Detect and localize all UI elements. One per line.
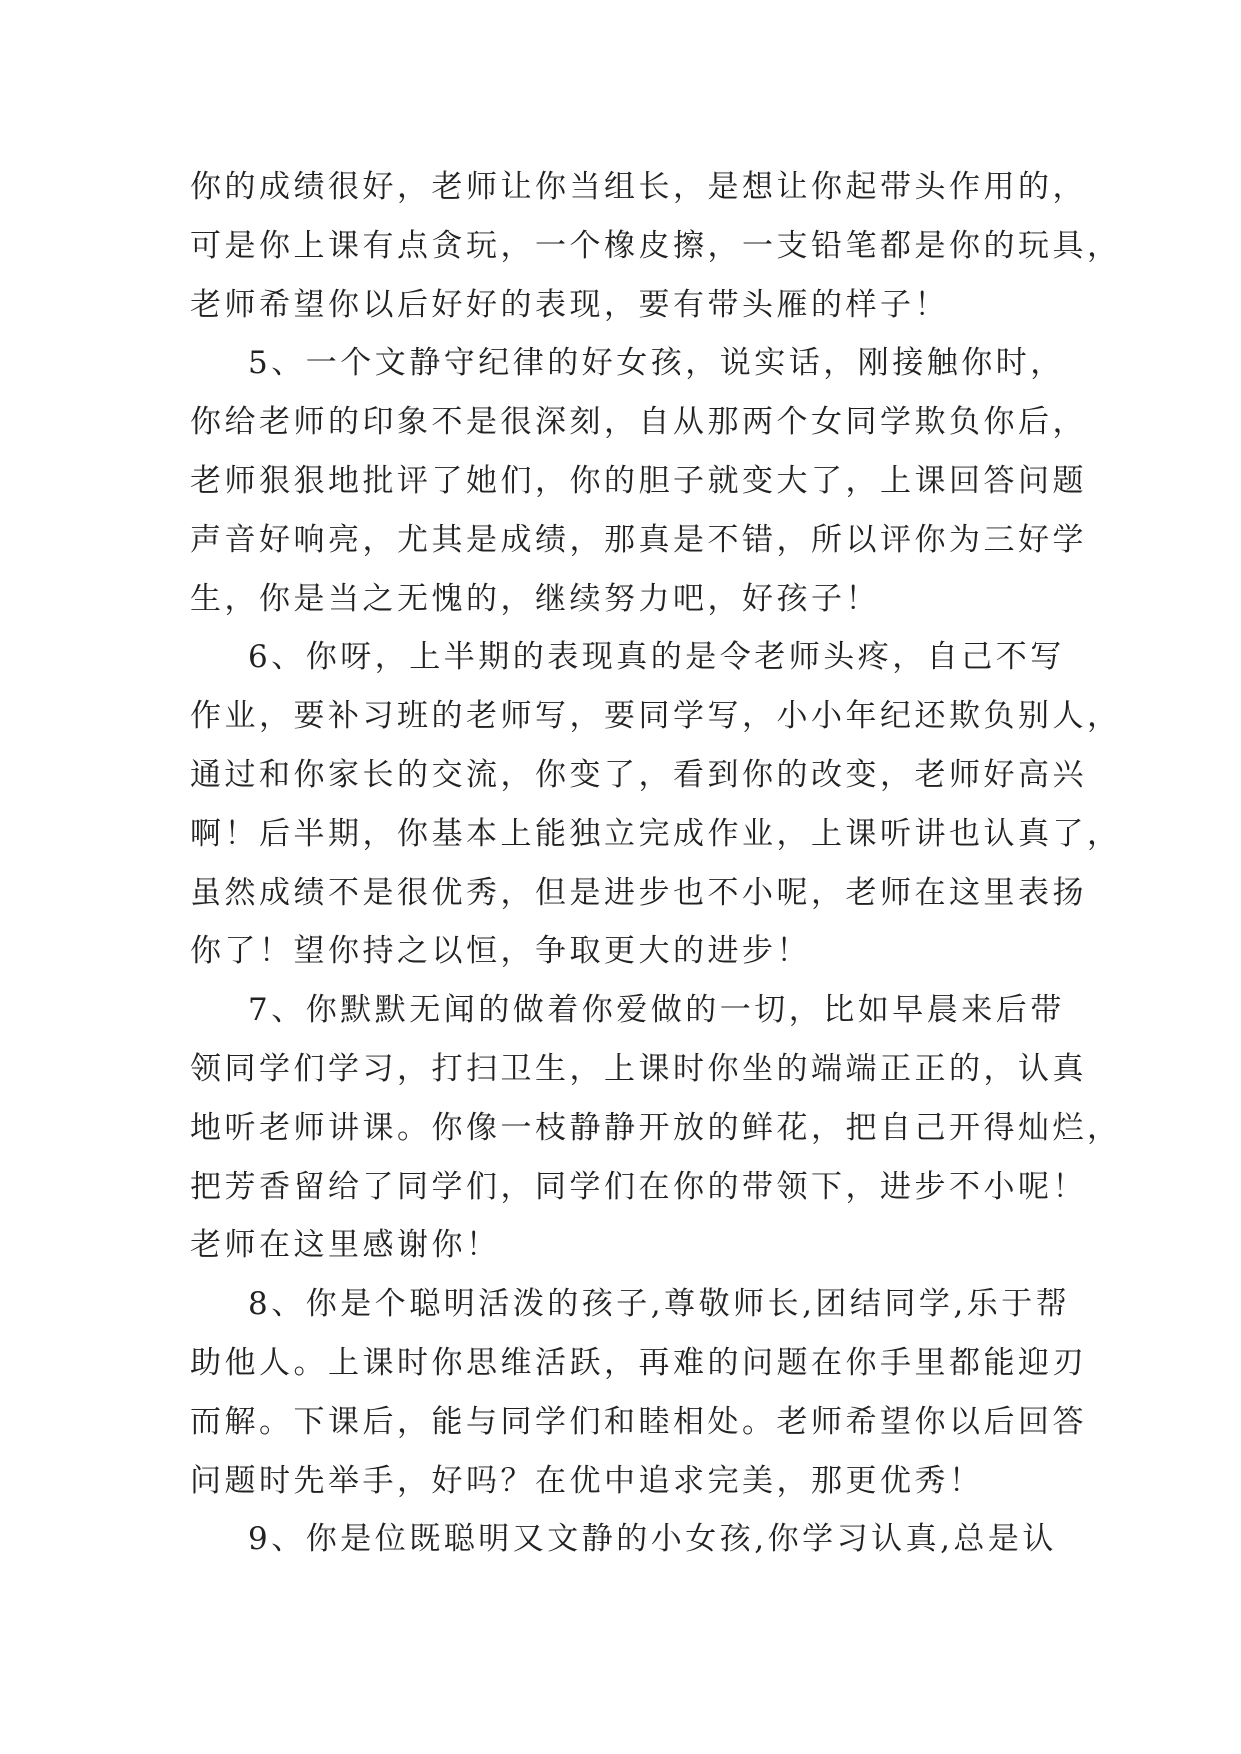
text-line: 老师在这里感谢你！ — [190, 1227, 501, 1264]
text-line: 老师狠狠地批评了她们，你的胆子就变大了，上课回答问题 — [190, 462, 1087, 499]
text-line: 你给老师的印象不是很深刻，自从那两个女同学欺负你后， — [190, 404, 1087, 441]
document-body — [190, 158, 1122, 1569]
text-line: 问题时先举手，好吗？在优中追求完美，那更优秀！ — [190, 1462, 984, 1499]
text-line: 老师希望你以后好好的表现，要有带头雁的样子！ — [190, 286, 949, 323]
text-line: 把芳香留给了同学们，同学们在你的带领下，进步不小呢！ — [190, 1168, 1087, 1205]
text-line: 虽然成绩不是很优秀，但是进步也不小呢，老师在这里表扬 — [190, 874, 1087, 911]
text-line: 你了！望你持之以恒，争取更大的进步！ — [190, 933, 811, 970]
text-line: 通过和你家长的交流，你变了，看到你的改变，老师好高兴 — [190, 756, 1087, 793]
text-line: 地听老师讲课。你像一枝静静开放的鲜花，把自己开得灿烂， — [190, 1109, 1122, 1146]
text-line: 声音好响亮，尤其是成绩，那真是不错，所以评你为三好学 — [190, 521, 1087, 558]
text-line: 作业，要补习班的老师写，要同学写，小小年纪还欺负别人， — [190, 698, 1122, 735]
text-line: 助他人。上课时你思维活跃，再难的问题在你手里都能迎刃 — [190, 1344, 1087, 1381]
paragraph-start-5: 5、一个文静守纪律的好女孩，说实话，刚接触你时， — [248, 345, 1065, 382]
paragraph-start-8: 8、你是个聪明活泼的孩子,尊敬师长,团结同学,乐于帮 — [248, 1286, 1071, 1323]
paragraph-start-6: 6、你呀，上半期的表现真的是令老师头疼，自己不写 — [248, 639, 1065, 676]
text-line: 生，你是当之无愧的，继续努力吧，好孩子！ — [190, 580, 880, 617]
paragraph-start-7: 7、你默默无闻的做着你爱做的一切，比如早晨来后带 — [248, 992, 1065, 1029]
text-line: 而解。下课后，能与同学们和睦相处。老师希望你以后回答 — [190, 1403, 1087, 1440]
paragraph-start-9: 9、你是位既聪明又文静的小女孩,你学习认真,总是认 — [248, 1521, 1057, 1558]
text-line: 啊！后半期，你基本上能独立完成作业，上课听讲也认真了， — [190, 815, 1122, 852]
text-line: 领同学们学习，打扫卫生，上课时你坐的端端正正的，认真 — [190, 1050, 1087, 1087]
text-line: 可是你上课有点贪玩，一个橡皮擦，一支铅笔都是你的玩具， — [190, 227, 1122, 264]
text-line: 你的成绩很好，老师让你当组长，是想让你起带头作用的， — [190, 169, 1087, 205]
